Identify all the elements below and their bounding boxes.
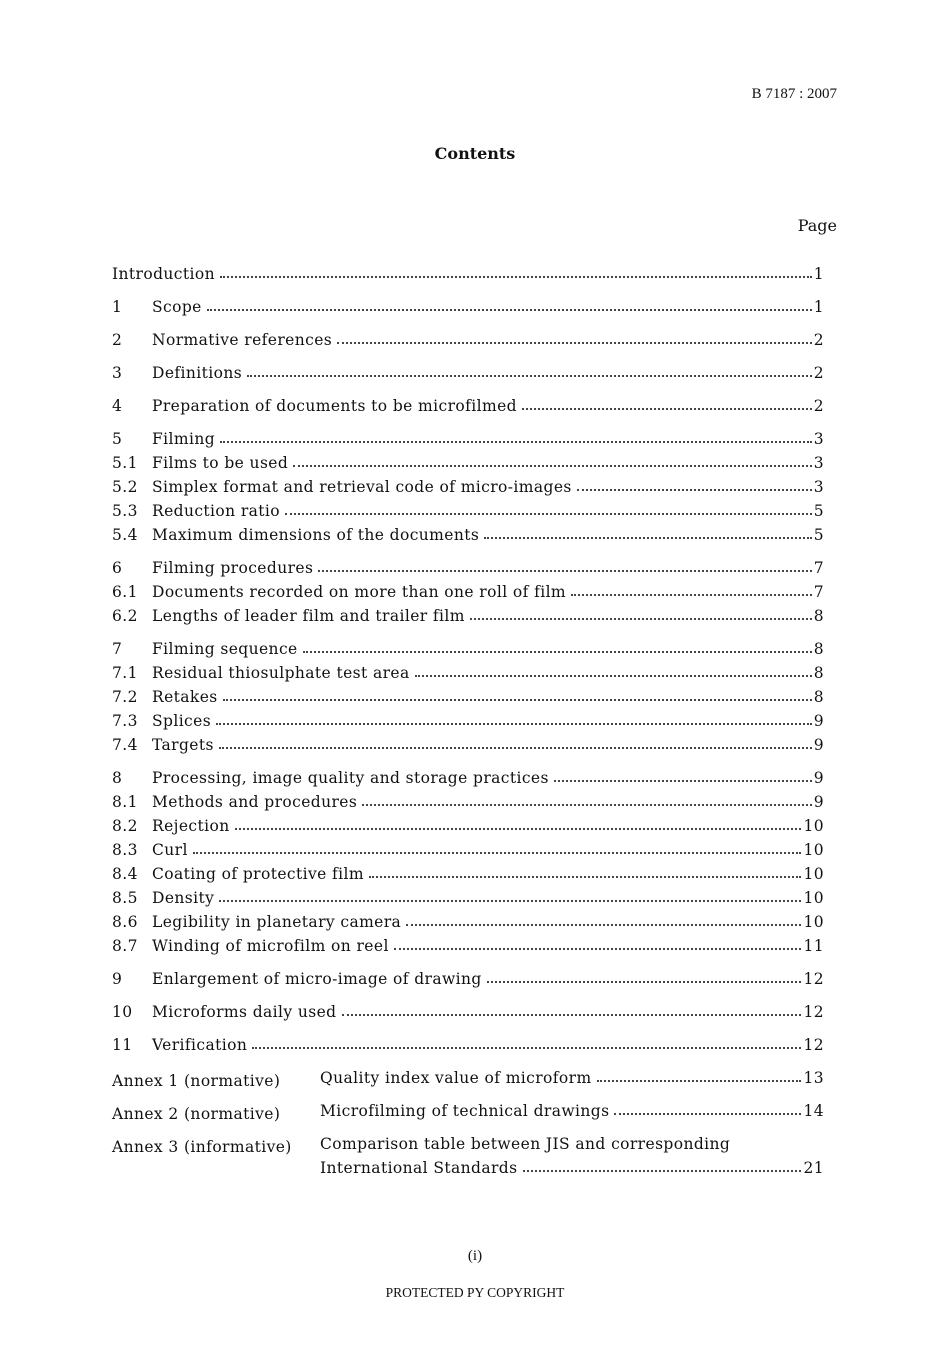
dot-leader [219,896,801,902]
toc-entry-page: 2 [813,331,824,349]
toc-entry-title: Films to be used [152,454,289,472]
toc-entry-page: 9 [813,769,824,787]
toc-entry-page: 7 [813,559,824,577]
toc-entry-title: Reduction ratio [152,502,281,520]
toc-entry-number: 8 [112,769,123,787]
dot-leader [406,920,801,926]
toc-entry[interactable] [112,1003,824,1027]
toc-entry-page: 7 [813,583,824,601]
dot-leader [415,671,812,677]
toc-entry-title: Scope [152,298,202,316]
toc-entry-number: 8.2 [112,817,138,835]
dot-leader [235,824,802,830]
toc-entry-page: 2 [813,364,824,382]
toc-entry-page: 3 [813,430,824,448]
page-column-heading: Page [797,216,837,235]
toc-entry[interactable] [112,841,824,865]
annex-title-block [320,1135,824,1183]
toc-entry-number: 8.6 [112,913,138,931]
toc-entry-number: 4 [112,397,123,415]
annex-page: 13 [803,1069,824,1087]
toc-entry[interactable] [112,559,824,583]
dot-leader [219,743,812,749]
toc-entry-title: Verification [152,1036,248,1054]
toc-entry-page: 10 [803,889,824,907]
dot-leader [523,1166,802,1172]
toc-entry-page: 5 [813,526,824,544]
toc-entry-page: 10 [803,817,824,835]
toc-entry-page: 9 [813,793,824,811]
toc-entry[interactable] [112,364,824,388]
dot-leader [342,1010,802,1016]
toc-entry-title: Curl [152,841,188,859]
dot-leader [577,485,812,491]
toc-entry-page: 8 [813,688,824,706]
toc-entry-page: 12 [803,970,824,988]
dot-leader [216,719,812,725]
toc-entry-title: Retakes [152,688,218,706]
toc-entry[interactable] [112,607,824,631]
dot-leader [293,461,812,467]
toc-entry-page: 2 [813,397,824,415]
toc-entry[interactable] [112,1036,824,1060]
dot-leader [394,944,802,950]
toc-entry-number: 8.1 [112,793,138,811]
toc-entry[interactable] [112,397,824,421]
toc-entry-title: Density [152,889,215,907]
dot-leader [207,305,812,311]
toc-annex-entry[interactable] [112,1102,824,1126]
toc-entry[interactable] [112,889,824,913]
dot-leader [193,848,802,854]
dot-leader [220,272,812,278]
toc-entry-page: 3 [813,478,824,496]
toc-entry-number: 5.1 [112,454,138,472]
dot-leader [318,566,811,572]
dot-leader [522,404,812,410]
toc-entry-title: Processing, image quality and storage practices [152,769,549,787]
toc-entry-title: Splices [152,712,212,730]
toc-entry-page: 12 [803,1036,824,1054]
toc-entry-page: 8 [813,607,824,625]
dot-leader [484,533,812,539]
toc-entry-page: 12 [803,1003,824,1021]
toc-entry-number: 7.3 [112,712,138,730]
dot-leader [369,872,801,878]
toc-entry-page: 1 [813,298,824,316]
annex-title-line [320,1135,824,1159]
toc-entry[interactable] [112,817,824,841]
toc-entry-title: Methods and procedures [152,793,358,811]
toc-entry-page: 8 [813,640,824,658]
toc-entry-title: Coating of protective film [152,865,364,883]
toc-entry-number: 7.1 [112,664,138,682]
annex-title-line [320,1159,824,1183]
toc-entry-title: Preparation of documents to be microfilmed [152,397,517,415]
toc-entry-title: Residual thiosulphate test area [152,664,410,682]
toc-entry[interactable] [112,688,824,712]
toc-entry[interactable] [112,640,824,664]
annex-label: Annex 2 (normative) [112,1105,281,1123]
toc-entry-title: Documents recorded on more than one roll of film [152,583,567,601]
toc-entry-number: 5.4 [112,526,138,544]
toc-entry-number: 8.5 [112,889,138,907]
toc-entry-number: 10 [112,1003,133,1021]
toc-annex-entry[interactable] [112,1135,824,1183]
dot-leader [247,371,812,377]
toc-entry-number: 9 [112,970,123,988]
toc-entry[interactable] [112,478,824,502]
toc-entry-number: 2 [112,331,123,349]
toc-entry-title: Legibility in planetary camera [152,913,402,931]
toc-entry-number: 6 [112,559,123,577]
toc-entry[interactable] [112,331,824,355]
toc-entry-number: 8.7 [112,937,138,955]
dot-leader [337,338,812,344]
dot-leader [362,800,812,806]
toc-entries [112,298,824,1060]
toc-entry-title: Filming [152,430,216,448]
toc-entry-page: 3 [813,454,824,472]
toc-entry-number: 6.1 [112,583,138,601]
toc-entry-title: Definitions [152,364,243,382]
toc-entry[interactable] [112,793,824,817]
contents-title: Contents [434,144,516,163]
toc-entry-title: Filming procedures [152,559,314,577]
toc-entry[interactable] [112,430,824,454]
toc-entry-title: Rejection [152,817,230,835]
toc-entry-page: 9 [813,736,824,754]
annex-title-line [320,1069,824,1093]
toc-annex-entry[interactable] [112,1069,824,1093]
toc-entry-number: 7.2 [112,688,138,706]
toc-entry[interactable] [112,664,824,688]
annex-title-line [320,1102,824,1126]
toc-entry-title: Introduction [112,265,215,283]
dot-leader [303,647,812,653]
toc-annexes [112,1069,824,1183]
toc-entry[interactable] [112,526,824,550]
toc-entry[interactable] [112,502,824,526]
toc-entry-title: Maximum dimensions of the documents [152,526,480,544]
toc-entry[interactable] [112,298,824,322]
toc-entry[interactable] [112,865,824,889]
dot-leader [252,1043,801,1049]
toc-entry-title: Enlargement of micro-image of drawing [152,970,482,988]
toc-entry-page: 10 [803,913,824,931]
toc-entry-page: 10 [803,865,824,883]
dot-leader [597,1076,802,1082]
toc-entry-page: 11 [803,937,824,955]
annex-label: Annex 3 (informative) [112,1138,292,1156]
toc-entry-number: 11 [112,1036,133,1054]
toc-entry-title: Normative references [152,331,333,349]
toc-entry[interactable] [112,937,824,961]
dot-leader [285,509,812,515]
toc-entry-page: 10 [803,841,824,859]
toc-entry-number: 8.3 [112,841,138,859]
annex-title: International Standards [320,1159,518,1177]
toc-entry-number: 7.4 [112,736,138,754]
toc-entry-title: Simplex format and retrieval code of micro-images [152,478,572,496]
page-number: (i) [467,1248,483,1264]
toc-entry[interactable] [112,970,824,994]
toc-entry-number: 7 [112,640,123,658]
toc-entry[interactable] [112,583,824,607]
toc-entry[interactable] [112,769,824,793]
dot-leader [470,614,812,620]
annex-title-block [320,1069,824,1093]
annex-title: Quality index value of microform [320,1069,592,1087]
toc-entry-number: 8.4 [112,865,138,883]
toc-entry-page: 1 [813,265,824,283]
dot-leader [220,437,812,443]
toc-entry[interactable] [112,712,824,736]
toc-entry-number: 5.2 [112,478,138,496]
document-number: B 7187 : 2007 [751,86,837,102]
annex-title: Microfilming of technical drawings [320,1102,610,1120]
toc-entry-number: 5.3 [112,502,138,520]
toc-entry[interactable] [112,913,824,937]
toc-entry[interactable] [112,454,824,478]
toc-entry-number: 5 [112,430,123,448]
dot-leader [554,776,812,782]
toc-entry-number: 1 [112,298,123,316]
toc-entry-title: Targets [152,736,214,754]
toc-entry-page: 5 [813,502,824,520]
dot-leader [223,695,812,701]
table-of-contents [112,265,824,1183]
annex-page: 14 [803,1102,824,1120]
toc-entry[interactable] [112,736,824,760]
toc-entry-title: Lengths of leader film and trailer film [152,607,465,625]
copyright-notice: PROTECTED PY COPYRIGHT [385,1285,565,1300]
toc-entry-page: 8 [813,664,824,682]
toc-entry-page: 9 [813,712,824,730]
toc-entry-introduction[interactable] [112,265,824,289]
dot-leader [487,977,802,983]
toc-entry-title: Microforms daily used [152,1003,337,1021]
annex-page: 21 [803,1159,824,1177]
toc-entry-number: 3 [112,364,123,382]
dot-leader [571,590,812,596]
dot-leader [614,1109,801,1115]
toc-entry-number: 6.2 [112,607,138,625]
annex-label: Annex 1 (normative) [112,1072,281,1090]
toc-entry-title: Winding of microfilm on reel [152,937,389,955]
toc-entry-title: Filming sequence [152,640,298,658]
annex-title: Comparison table between JIS and corresponding [320,1135,731,1153]
annex-title-block [320,1102,824,1126]
